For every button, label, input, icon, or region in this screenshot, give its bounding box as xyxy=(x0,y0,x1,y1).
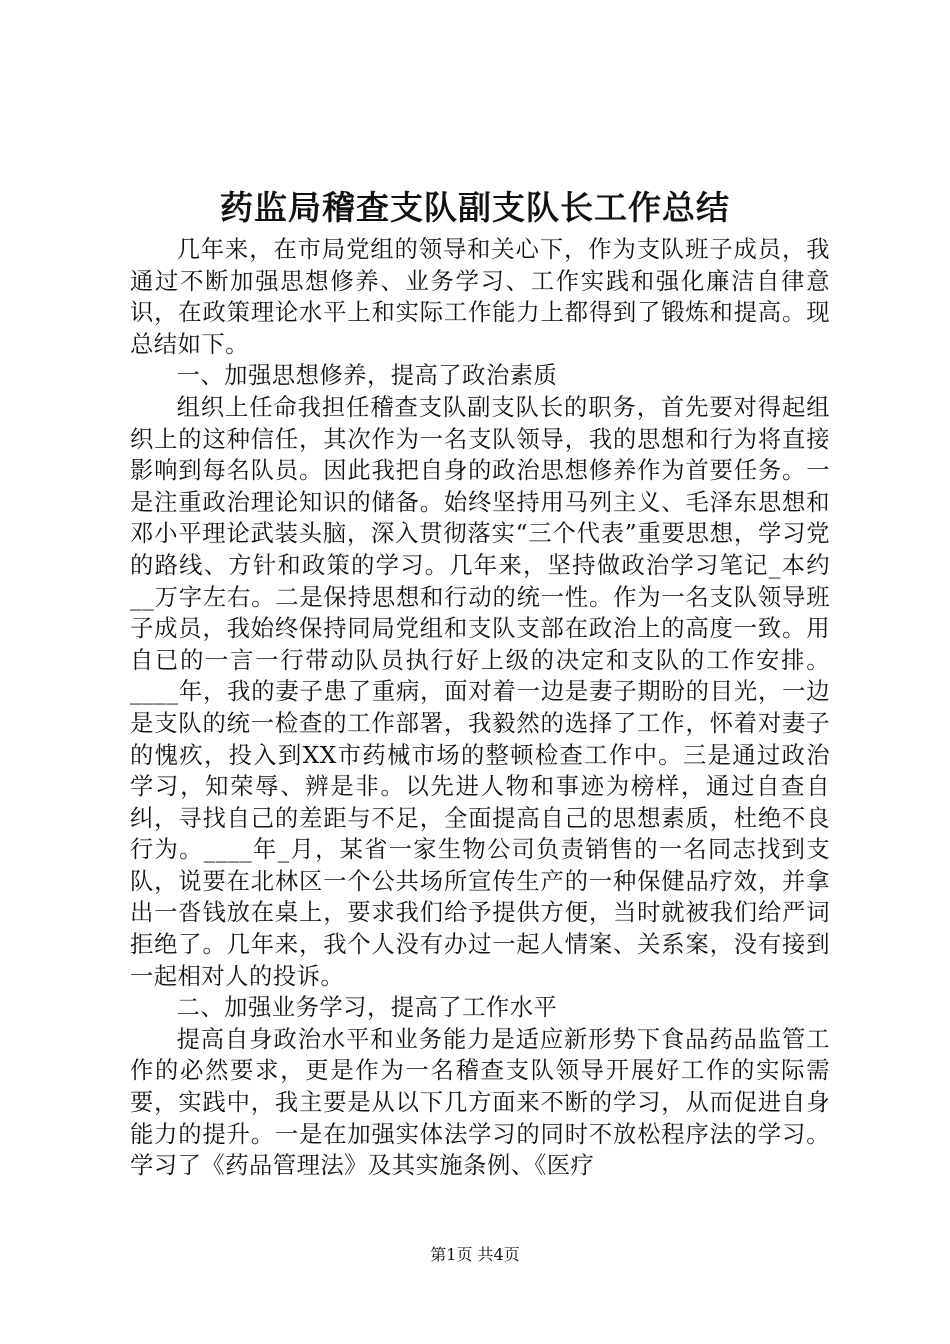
page-footer: 第1页 共4页 xyxy=(430,1245,520,1264)
section-heading-2: 二、加强业务学习，提高了工作水平 xyxy=(176,994,558,1022)
paragraph-section-1: 组织上任命我担任稽查支队副支队长的职务，首先要对得起组织上的这种信任，其次作为一名支队领导，我的思想和行为将直接影响到每名队员。因此我把自身的政治思想修养作为首要任务。一是注重政治理论知识的储备。始终坚持用马列主义、毛泽东思想和邓小平理论武装头脑，深入贯彻落实“三个代表”重要思想，学习党的路线、方针和政策的学习。几年来，坚持做政治学习笔记_本约__万字左右。二是保持思想和行动的统一性。作为一名支队领导班子成员，我始终保持同局党组和支队支部在政治上的高度一致。用自已的一言一行带动队员执行好上级的决定和支队的工作安排。____年，我的妻子患了重病，面对着一边是妻子期盼的目光，一边是支队的统一检查的工作部署，我毅然的选择了工作，怀着对妻子的愧疚，投入到XX市药械市场的整顿检查工作中。三是通过政治学习，知荣辱、辨是非。以先进人物和事迹为榜样，通过自查自纠，寻找自己的差距与不足，全面提高自己的思想素质，杜绝不良行为。____年_月，某省一家生物公司负责销售的一名同志找到支队，说要在北林区一个公共场所宣传生产的一种保健品疗效，并拿出一沓钱放在桌上，要求我们给予提供方便，当时就被我们给严词拒绝了。几年来，我个人没有办过一起人情案、关系案，没有接到一起相对人的投诉。 xyxy=(130,393,830,990)
section-heading-1: 一、加强思想修养，提高了政治素质 xyxy=(176,362,558,390)
paragraph-section-2: 提高自身政治水平和业务能力是适应新形势下食品药品监管工作的必然要求，更是作为一名稽查支队领导开展好工作的实际需要，实践中，我主要是从以下几方面来不断的学习，从而促进自身能力的提升。一是在加强实体法学习的同时不放松程序法的学习。学习了《药品管理法》及其实施条例、《医疗 xyxy=(130,1025,830,1180)
document-body xyxy=(130,234,830,1182)
paragraph-intro: 几年来，在市局党组的领导和关心下，作为支队班子成员，我通过不断加强思想修养、业务学习、工作实践和强化廉洁自律意识，在政策理论水平上和实际工作能力上都得到了锻炼和提高。现总结如下。 xyxy=(130,236,830,358)
document-title: 药监局稽查支队副支队长工作总结 xyxy=(220,188,730,227)
